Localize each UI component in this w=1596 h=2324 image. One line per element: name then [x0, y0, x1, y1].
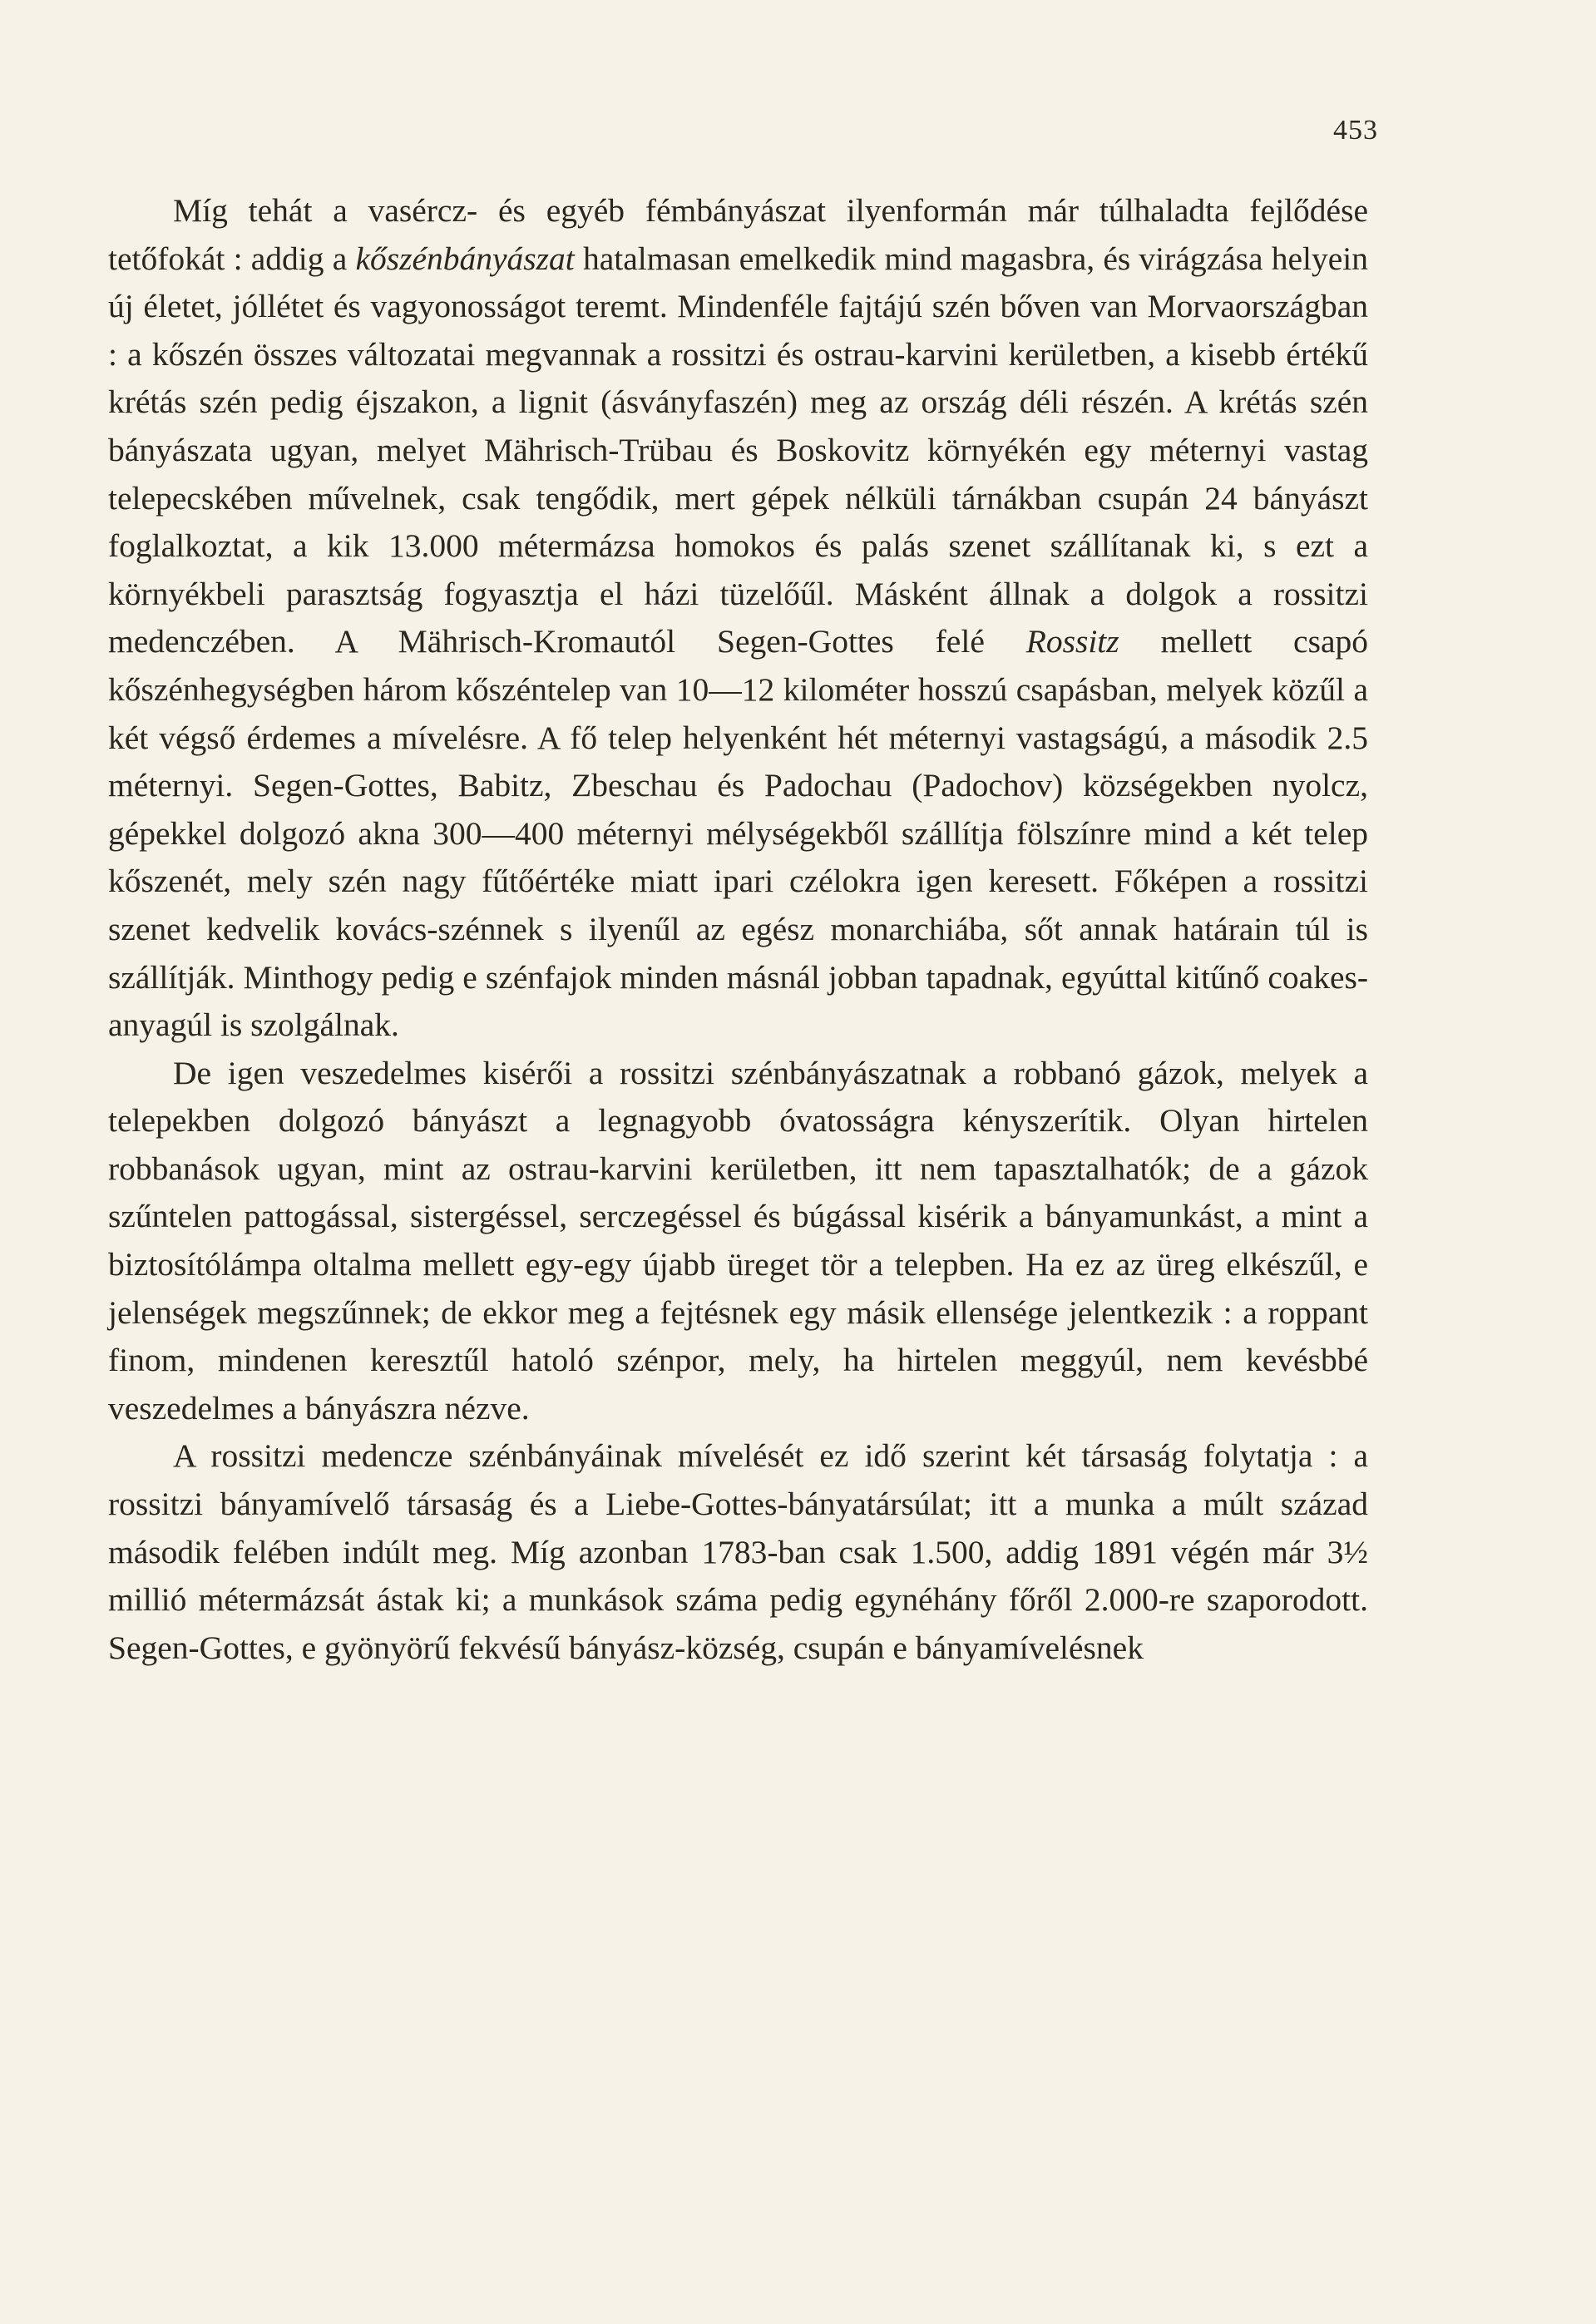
page-number: 453 [1333, 115, 1378, 146]
body-text [108, 187, 1368, 1672]
text-segment: hatalmasan emelkedik mind magasbra, és virágzása helyein új életet, jóllétet és vagyonosságot teremt. Mindenféle fajtájú szén bőven van Morvaországban : a kőszén összes változatai megvannak a rossitzi és ostrau-karvini kerületben, a kisebb értékű krétás szén pedig éjszakon, a lignit (ásványfaszén) meg az ország déli részén. A krétás szén bányászata ugyan, melyet Mährisch-Trübau és Boskovitz környékén egy méternyi vastag telepecskében művelnek, csak tengődik, mert gépek nélküli tárnákban csupán 24 bányászt foglalkoztat, a kik 13.000 métermázsa homokos és palás szenet szállítanak ki, s ezt a környékbeli parasztság fogyasztja el házi tüzelőűl. Másként állnak a dolgok a rossitzi medenczében. A Mährisch-Kromautól Segen-Gottes felé [108, 240, 1369, 660]
paragraph-1 [108, 187, 1368, 1050]
text-segment: mellett csapó kőszénhegységben három kőszéntelep van 10—12 kilométer hosszú csapásban, melyek közűl a két végső érdemes a mívelésre. A fő telep helyenként hét méternyi vastagságú, a második 2.5 méternyi. Segen-Gottes, Babitz, Zbeschau és Padochau (Padochov) községekben nyolcz, gépekkel dolgozó akna 300—400 méternyi mélységekből szállítja fölszínre mind a két telep kőszenét, mely szén nagy fűtőértéke miatt ipari czélokra igen keresett. Főképen a rossitzi szenet kedvelik kovács-szénnek s ilyenűl az egész monarchiába, sőt annak határain túl is szállítják. Minthogy pedig e szénfajok minden másnál jobban tapadnak, egyúttal kitűnő coakes-anyagúl is szolgálnak. [108, 623, 1368, 1044]
paragraph-3 [108, 1432, 1368, 1672]
italic-place-rossitz: Rossitz [1025, 623, 1119, 660]
paragraph-2 [108, 1050, 1368, 1433]
text-segment: Míg tehát a vasércz- és egyéb fémbányászat ilyenformán már túlhaladta fejlődése tetőfokát : addig a [108, 192, 1368, 277]
italic-term-koszenbanyaszat: kőszénbányászat [355, 240, 575, 277]
text-segment: De igen veszedelmes kisérői a rossitzi szénbányászatnak a robbanó gázok, melyek a telepekben dolgozó bányászt a legnagyobb óvatosságra kényszerítik. Olyan hirtelen robbanások ugyan, mint az ostrau-karvini kerületben, itt nem tapasztalhatók; de a gázok szűntelen pattogással, sistergéssel, serczegéssel és búgással kisérik a bányamunkást, a mint a biztosítólámpa oltalma mellett egy-egy újabb üreget tör a telepben. Ha ez az üreg elkészűl, e jelenségek megszűnnek; de ekkor meg a fejtésnek egy másik ellensége jelentkezik : a roppant finom, mindenen keresztűl hatoló szénpor, mely, ha hirtelen meggyúl, nem kevésbbé veszedelmes a bányászra nézve. [108, 1054, 1368, 1427]
text-segment: A rossitzi medencze szénbányáinak mívelését ez idő szerint két társaság folytatja : a rossitzi bányamívelő társaság és a Liebe-Gottes-bányatársúlat; itt a munka a múlt század második felében indúlt meg. Míg azonban 1783-ban csak 1.500, addig 1891 végén már 3½ millió métermázsát ástak ki; a munkások száma pedig egynéhány főről 2.000-re szaporodott. Segen-Gottes, e gyönyörű fekvésű bányász-község, csupán e bányamívelésnek [108, 1437, 1368, 1666]
